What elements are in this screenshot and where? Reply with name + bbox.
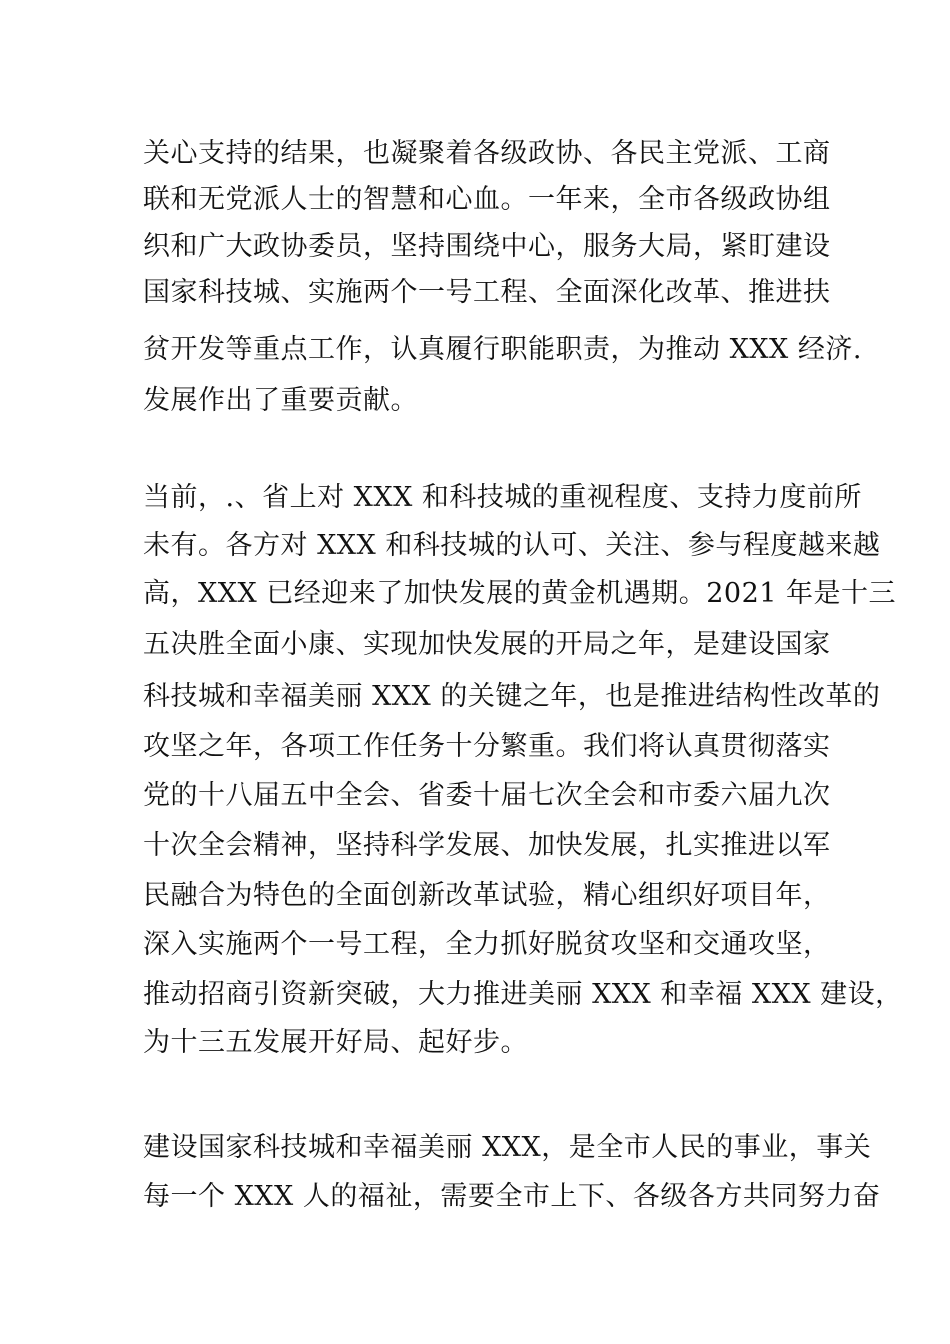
- paragraph-2-line-5: 科技城和幸福美丽 XXX 的关键之年，也是推进结构性改革的: [143, 681, 881, 712]
- paragraph-2-line-2: 未有。各方对 XXX 和科技城的认可、关注、参与程度越来越: [143, 530, 881, 561]
- paragraph-2-line-7: 党的十八届五中全会、省委十届七次全会和市委六届九次: [143, 780, 831, 811]
- paragraph-1-line-1: 关心支持的结果，也凝聚着各级政协、各民主党派、工商: [143, 138, 831, 169]
- paragraph-2-line-6: 攻坚之年，各项工作任务十分繁重。我们将认真贯彻落实: [143, 731, 831, 762]
- paragraph-2-line-3: 高，XXX 已经迎来了加快发展的黄金机遇期。2021 年是十三: [143, 578, 897, 609]
- paragraph-2-line-11: 推动招商引资新突破，大力推进美丽 XXX 和幸福 XXX 建设，: [143, 979, 903, 1010]
- paragraph-1-line-6: 发展作出了重要贡献。: [143, 385, 418, 416]
- paragraph-3-line-1: 建设国家科技城和幸福美丽 XXX，是全市人民的事业，事关: [143, 1132, 872, 1163]
- paragraph-3-line-2: 每一个 XXX 人的福祉，需要全市上下、各级各方共同努力奋: [143, 1181, 881, 1212]
- paragraph-2-line-10: 深入实施两个一号工程，全力抓好脱贫攻坚和交通攻坚，: [143, 929, 831, 960]
- paragraph-1-line-5: 贫开发等重点工作，认真履行职能职责，为推动 XXX 经济.: [143, 334, 862, 365]
- paragraph-2-line-12: 为十三五发展开好局、起好步。: [143, 1027, 528, 1058]
- paragraph-2-line-8: 十次全会精神，坚持科学发展、加快发展，扎实推进以军: [143, 830, 831, 861]
- paragraph-1-line-4: 国家科技城、实施两个一号工程、全面深化改革、推进扶: [143, 277, 831, 308]
- paragraph-2-line-9: 民融合为特色的全面创新改革试验，精心组织好项目年，: [143, 880, 831, 911]
- paragraph-2-line-4: 五决胜全面小康、实现加快发展的开局之年，是建设国家: [143, 629, 831, 660]
- paragraph-2-line-1: 当前，.、省上对 XXX 和科技城的重视程度、支持力度前所: [143, 482, 862, 513]
- paragraph-1-line-3: 织和广大政协委员，坚持围绕中心，服务大局，紧盯建设: [143, 231, 831, 262]
- paragraph-1-line-2: 联和无党派人士的智慧和心血。一年来，全市各级政协组: [143, 184, 831, 215]
